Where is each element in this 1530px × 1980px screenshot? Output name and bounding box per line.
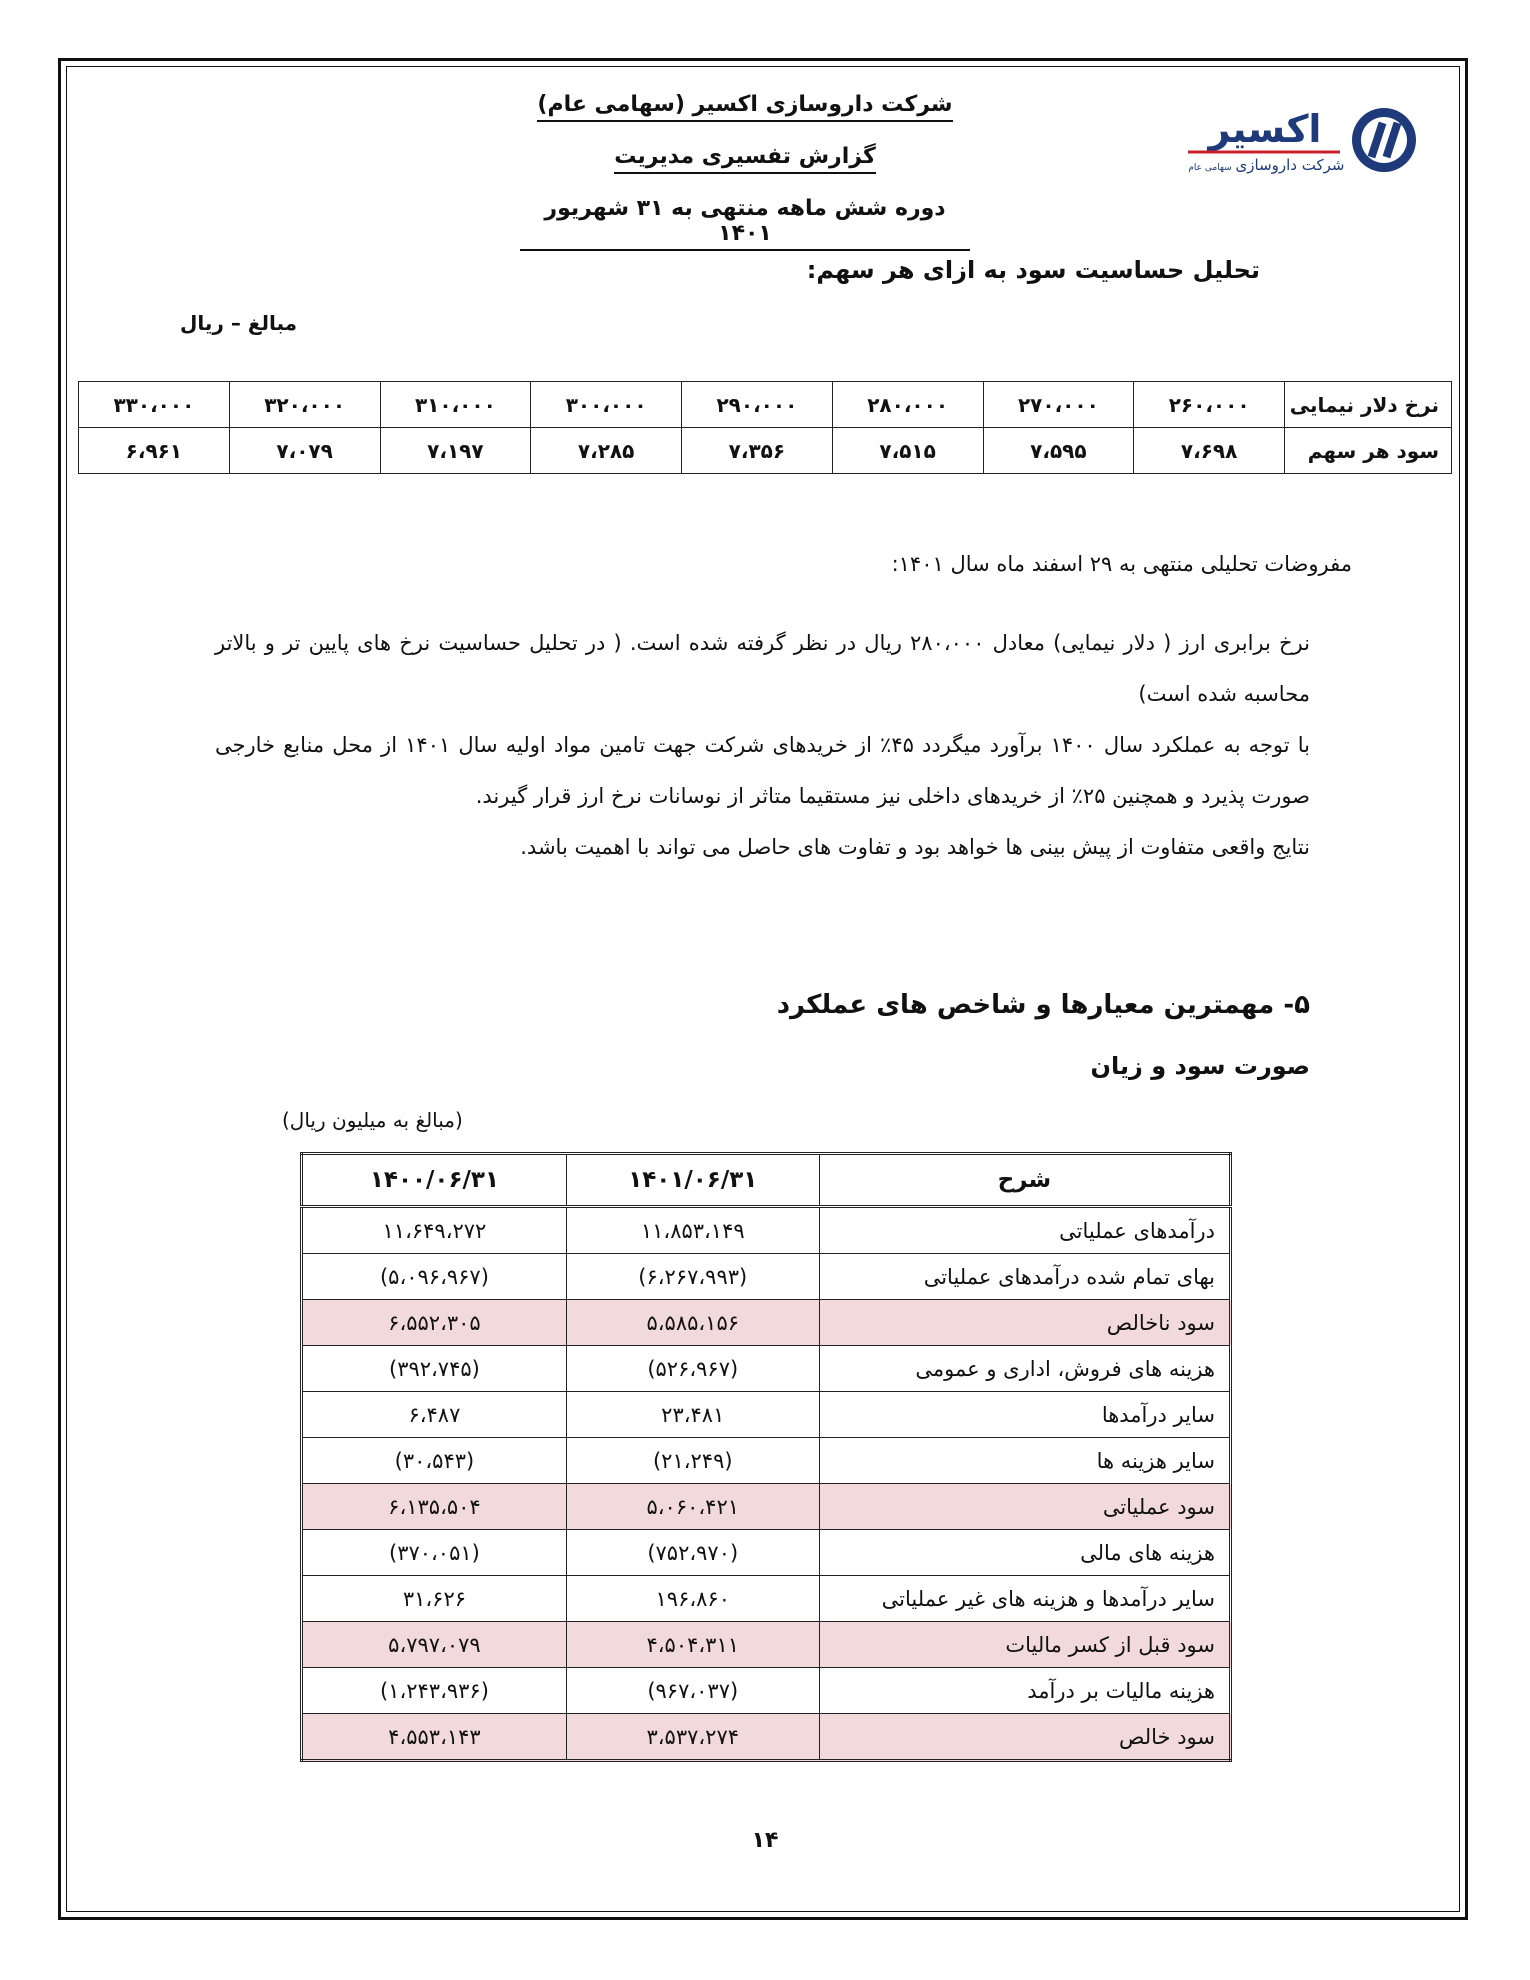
row-description: درآمدهای عملیاتی — [819, 1207, 1230, 1254]
value-1401: ۱۹۶،۸۶۰ — [566, 1576, 819, 1622]
value-1400: ۳۱،۶۲۶ — [302, 1576, 567, 1622]
row-description: سود عملیاتی — [819, 1484, 1230, 1530]
table-row — [302, 1714, 1231, 1761]
rate-cell: ۳۲۰،۰۰۰ — [229, 382, 380, 428]
value-1401: (۹۶۷،۰۳۷) — [566, 1668, 819, 1714]
logo-emblem-icon — [1352, 108, 1416, 172]
row-description: سایر هزینه ها — [819, 1438, 1230, 1484]
sensitivity-heading: تحلیل حساسیت سود به ازای هر سهم: — [806, 256, 1260, 284]
eps-cell: ۷،۱۹۷ — [380, 428, 531, 474]
value-1401: (۶،۲۶۷،۹۹۳) — [566, 1254, 819, 1300]
value-1401: ۴،۵۰۴،۳۱۱ — [566, 1622, 819, 1668]
value-1400: ۶،۵۵۲،۳۰۵ — [302, 1300, 567, 1346]
table-row — [302, 1207, 1231, 1254]
table-row — [302, 1576, 1231, 1622]
value-1400: (۵،۰۹۶،۹۶۷) — [302, 1254, 567, 1300]
value-1401: ۵،۰۶۰،۴۲۱ — [566, 1484, 819, 1530]
rate-cell: ۲۸۰،۰۰۰ — [832, 382, 983, 428]
row-description: هزینه های فروش، اداری و عمومی — [819, 1346, 1230, 1392]
row-description: سود قبل از کسر مالیات — [819, 1622, 1230, 1668]
table-row — [302, 1392, 1231, 1438]
table-row — [79, 382, 1452, 428]
header-description: شرح — [819, 1154, 1230, 1207]
table-row — [79, 428, 1452, 474]
table-row — [302, 1668, 1231, 1714]
value-1400: ۱۱،۶۴۹،۲۷۲ — [302, 1207, 567, 1254]
row-label: نرخ دلار نیمایی — [1285, 382, 1452, 428]
table-row — [302, 1484, 1231, 1530]
value-1400: (۳۰،۵۴۳) — [302, 1438, 567, 1484]
value-1401: ۵،۵۸۵،۱۵۶ — [566, 1300, 819, 1346]
eps-cell: ۷،۶۹۸ — [1134, 428, 1285, 474]
row-description: هزینه مالیات بر درآمد — [819, 1668, 1230, 1714]
eps-cell: ۷،۳۵۶ — [682, 428, 833, 474]
income-statement-heading: صورت سود و زیان — [1090, 1052, 1310, 1080]
eps-cell: ۷،۲۸۵ — [531, 428, 682, 474]
assumption-paragraph: با توجه به عملکرد سال ۱۴۰۰ برآورد میگردد ۴۵٪ از خریدهای شرکت جهت تامین مواد اولیه سال ۱۴۰۱ از محل منابع خارجی صورت پذیرد و همچنین ۲۵٪ از خریدهای داخلی نیز مستقیما متاثر از نوسانات نرخ ارز قرار گیرند. — [215, 733, 1310, 808]
value-1401: (۷۵۲،۹۷۰) — [566, 1530, 819, 1576]
eps-cell: ۷،۰۷۹ — [229, 428, 380, 474]
rate-cell: ۳۳۰،۰۰۰ — [79, 382, 230, 428]
performance-heading: ۵- مهمترین معیارها و شاخص های عملکرد — [776, 990, 1310, 1020]
company-logo — [1180, 100, 1420, 182]
row-description: سود خالص — [819, 1714, 1230, 1761]
value-1401: ۲۳،۴۸۱ — [566, 1392, 819, 1438]
eps-cell: ۷،۵۹۵ — [983, 428, 1134, 474]
table-row — [302, 1254, 1231, 1300]
value-1400: (۱،۲۴۳،۹۳۶) — [302, 1668, 567, 1714]
assumption-paragraph: نرخ برابری ارز ( دلار نیمایی) معادل ۲۸۰،۰۰۰ ریال در نظر گرفته شده است. ( در تحلیل حساسیت نرخ های پایین تر و بالاتر محاسبه شده است) — [215, 631, 1310, 706]
row-description: سود ناخالص — [819, 1300, 1230, 1346]
sensitivity-unit: مبالغ – ریال — [180, 311, 298, 335]
logo-tag-text: سهامی عام — [1188, 163, 1232, 173]
report-title: گزارش تفسیری مدیریت — [614, 144, 876, 174]
row-description: هزینه های مالی — [819, 1530, 1230, 1576]
value-1401: (۵۲۶،۹۶۷) — [566, 1346, 819, 1392]
value-1400: ۵،۷۹۷،۰۷۹ — [302, 1622, 567, 1668]
row-description: سایر درآمدها و هزینه های غیر عملیاتی — [819, 1576, 1230, 1622]
table-row — [302, 1300, 1231, 1346]
report-period: دوره شش ماهه منتهی به ۳۱ شهریور ۱۴۰۱ — [520, 196, 970, 251]
company-name: شرکت داروسازی اکسیر (سهامی عام) — [537, 92, 952, 122]
page-number: ۱۴ — [751, 1828, 779, 1853]
income-statement-table — [300, 1152, 1232, 1762]
table-row — [302, 1438, 1231, 1484]
eps-cell: ۶،۹۶۱ — [79, 428, 230, 474]
value-1400: ۴،۵۵۳،۱۴۳ — [302, 1714, 567, 1761]
logo-brand-text: اکسیر — [1208, 107, 1322, 151]
value-1400: ۶،۴۸۷ — [302, 1392, 567, 1438]
table-row — [302, 1622, 1231, 1668]
rate-cell: ۲۶۰،۰۰۰ — [1134, 382, 1285, 428]
table-header-row — [302, 1154, 1231, 1207]
value-1401: ۱۱،۸۵۳،۱۴۹ — [566, 1207, 819, 1254]
value-1400: (۳۹۲،۷۴۵) — [302, 1346, 567, 1392]
value-1400: (۳۷۰،۰۵۱) — [302, 1530, 567, 1576]
header-1401: ۱۴۰۱/۰۶/۳۱ — [566, 1154, 819, 1207]
assumptions-intro: مفروضات تحلیلی منتهی به ۲۹ اسفند ماه سال ۱۴۰۱: — [891, 552, 1352, 576]
value-1401: ۳،۵۳۷،۲۷۴ — [566, 1714, 819, 1761]
rate-cell: ۲۹۰،۰۰۰ — [682, 382, 833, 428]
table-row — [302, 1530, 1231, 1576]
rate-cell: ۳۰۰،۰۰۰ — [531, 382, 682, 428]
rate-cell: ۳۱۰،۰۰۰ — [380, 382, 531, 428]
income-unit: (مبالغ به میلیون ریال) — [282, 1108, 463, 1132]
value-1401: (۲۱،۲۴۹) — [566, 1438, 819, 1484]
sensitivity-table — [78, 381, 1452, 474]
row-description: سایر درآمدها — [819, 1392, 1230, 1438]
row-label: سود هر سهم — [1285, 428, 1452, 474]
row-description: بهای تمام شده درآمدهای عملیاتی — [819, 1254, 1230, 1300]
report-header — [520, 92, 970, 273]
logo-subtitle-text: شرکت داروسازی — [1235, 156, 1345, 174]
header-1400: ۱۴۰۰/۰۶/۳۱ — [302, 1154, 567, 1207]
table-row — [302, 1346, 1231, 1392]
rate-cell: ۲۷۰،۰۰۰ — [983, 382, 1134, 428]
value-1400: ۶،۱۳۵،۵۰۴ — [302, 1484, 567, 1530]
eps-cell: ۷،۵۱۵ — [832, 428, 983, 474]
assumption-paragraph: نتایج واقعی متفاوت از پیش بینی ها خواهد بود و تفاوت های حاصل می تواند با اهمیت باشد. — [520, 835, 1310, 859]
